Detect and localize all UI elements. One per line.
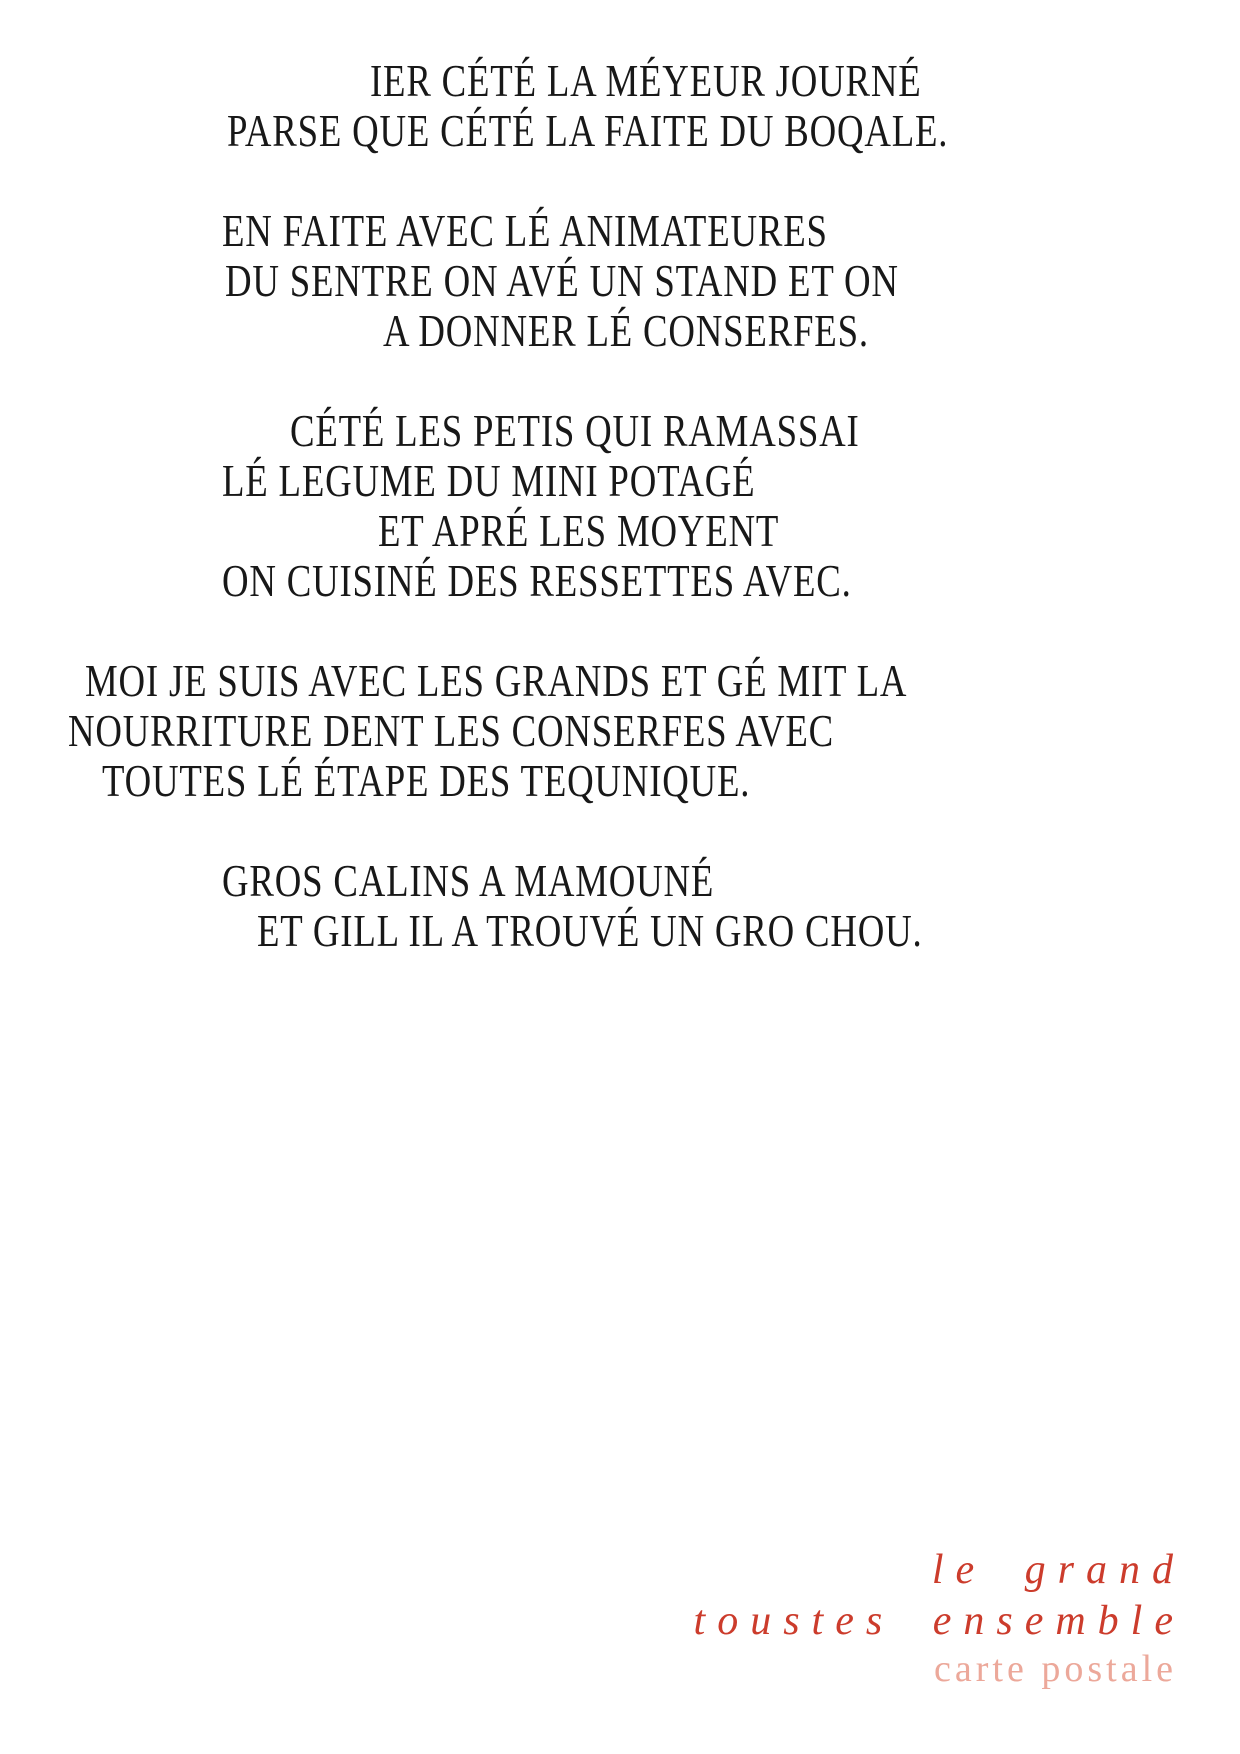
- poem-paragraph: [0, 856, 1240, 956]
- brand-caption: carte postale: [934, 1648, 1177, 1690]
- poem-paragraph: [0, 56, 1240, 156]
- poem-line: LÉ LEGUME DU MINI POTAGÉ: [222, 455, 756, 506]
- poem: [0, 56, 1240, 1006]
- poem-line: ON CUISINÉ DES RESSETTES AVEC.: [222, 555, 852, 606]
- poem-line: A DONNER LÉ CONSERFES.: [383, 305, 869, 356]
- brand-line-2: toustes ensemble: [693, 1598, 1185, 1644]
- poem-line: IER CÉTÉ LA MÉYEUR JOURNÉ: [370, 55, 922, 106]
- poem-line: CÉTÉ LES PETIS QUI RAMASSAI: [290, 405, 860, 456]
- poem-line: ET APRÉ LES MOYENT: [378, 505, 780, 556]
- poem-line: GROS CALINS A MAMOUNÉ: [222, 855, 715, 906]
- brand-line-1: le grand: [931, 1547, 1185, 1593]
- poem-line: EN FAITE AVEC LÉ ANIMATEURES: [222, 205, 828, 256]
- poem-line: MOI JE SUIS AVEC LES GRANDS ET GÉ MIT LA: [85, 655, 908, 706]
- poem-line: PARSE QUE CÉTÉ LA FAITE DU BOQALE.: [227, 105, 949, 156]
- poem-line: NOURRITURE DENT LES CONSERFES AVEC: [68, 705, 835, 756]
- brand-signature: [693, 1545, 1185, 1692]
- poem-paragraph: [0, 406, 1240, 606]
- poem-line: ET GILL IL A TROUVÉ UN GRO CHOU.: [257, 905, 923, 956]
- poem-paragraph: [0, 206, 1240, 356]
- poem-paragraph: [0, 656, 1240, 806]
- poem-line: DU SENTRE ON AVÉ UN STAND ET ON: [225, 255, 899, 306]
- poem-line: TOUTES LÉ ÉTAPE DES TEQUNIQUE.: [102, 755, 751, 806]
